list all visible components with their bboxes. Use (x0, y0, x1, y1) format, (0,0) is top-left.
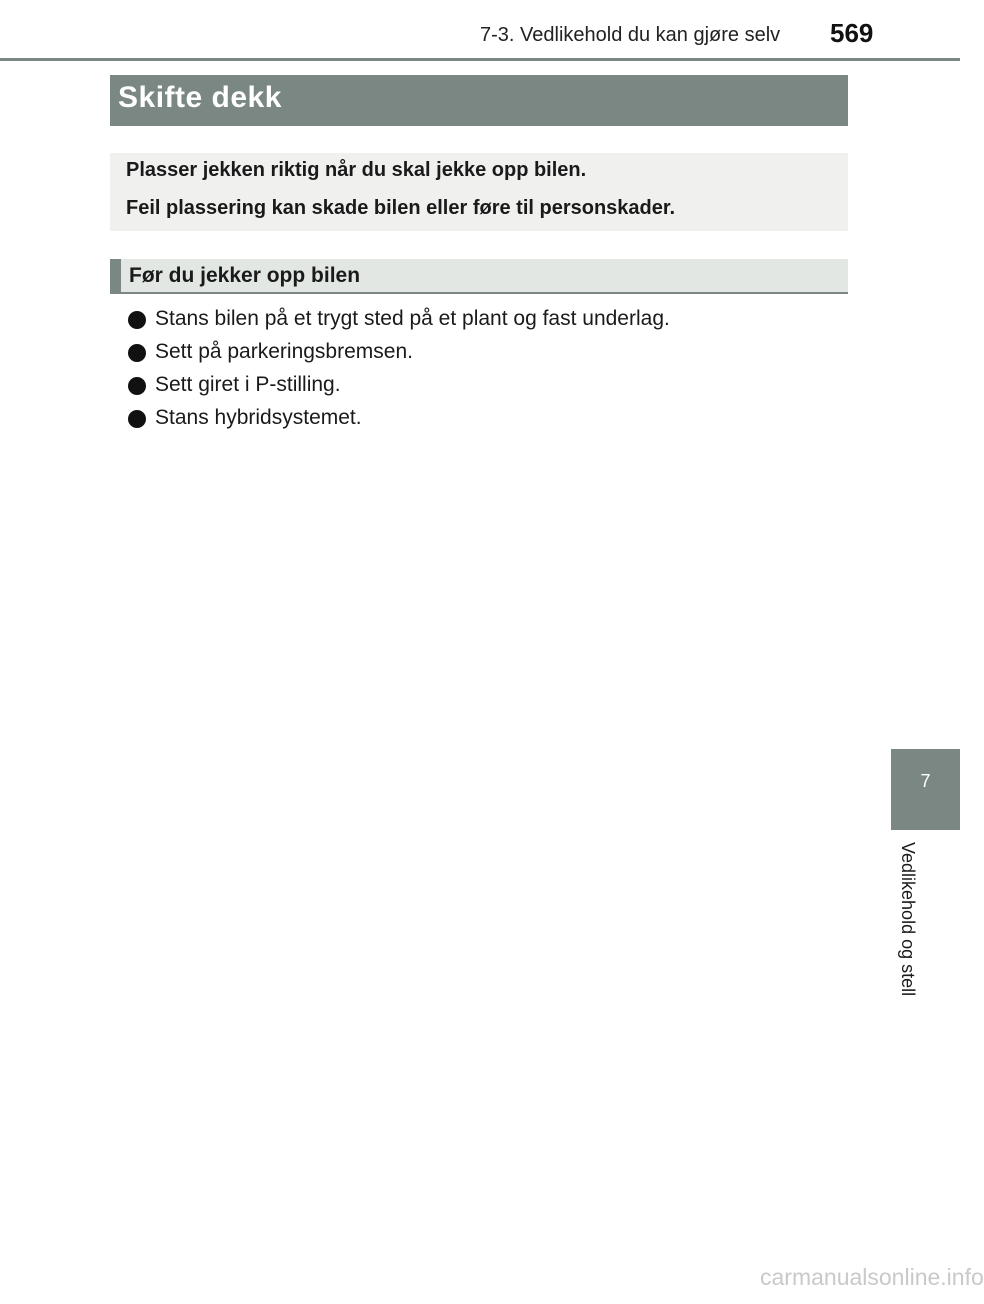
bullet-dot-icon (128, 344, 146, 362)
bullet-text: Stans bilen på et trygt sted på et plant og fast underlag. (155, 307, 670, 330)
chapter-tab (891, 749, 960, 830)
title-bar (110, 75, 848, 126)
header-section-title: 7-3. Vedlikehold du kan gjøre selv (480, 24, 781, 46)
bullet-dot-icon (128, 311, 146, 329)
subsection-heading (110, 259, 848, 294)
subsection-accent-bar (110, 259, 121, 292)
page-title: Skifte dekk (118, 81, 282, 114)
intro-line-2: Feil plassering kan skade bilen eller føre til personskader. (126, 197, 676, 219)
bullet-dot-icon (128, 377, 146, 395)
page-number: 569 (830, 18, 874, 48)
chapter-label: Vedlikehold og stell (898, 842, 918, 997)
subsection-title: Før du jekker opp bilen (129, 264, 361, 287)
bullet-text: Sett giret i P-stilling. (155, 373, 341, 396)
bullet-dot-icon (128, 410, 146, 428)
header-divider (0, 58, 960, 61)
watermark: carmanualsonline.info (760, 1264, 984, 1290)
chapter-number: 7 (920, 771, 931, 791)
bullet-text: Stans hybridsystemet. (155, 406, 362, 429)
intro-box (110, 153, 848, 231)
bullet-text: Sett på parkeringsbremsen. (155, 340, 413, 363)
intro-line-1: Plasser jekken riktig når du skal jekke opp bilen. (126, 159, 587, 181)
